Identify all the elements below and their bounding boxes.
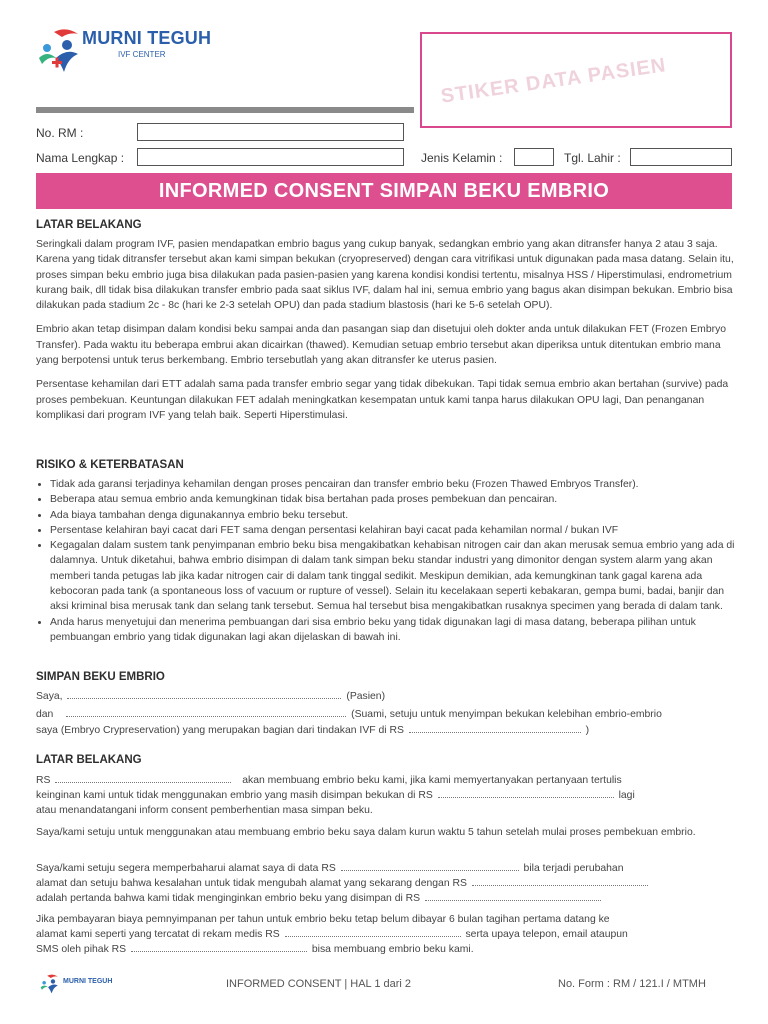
logo-name: MURNI TEGUH — [82, 28, 212, 48]
pasien-label: (Pasien) — [346, 691, 386, 702]
rs-label: RS — [36, 775, 51, 786]
section-heading-latar-2: LATAR BELAKANG — [36, 754, 142, 766]
jenis-kelamin-field[interactable] — [514, 148, 554, 166]
list-item: • Kegagalan dalam sustem tank penyimpanan embrio beku bisa mengakibatkan kehabisan nitrogen cair dan akan merusak semua embrio yang ada di dalamnya. Untuk diketahui, bahwa embrio disimpan di dalam tank simpan beku standar industri yang dimonitor dengan system alarm yang akan memberi tanda petugas lab jika kadar nitrogen cair di dalam tank tinggal sedikit. Meskipun demikian, ada kemungkinan tank gagal karena ada kebocoran pada tank (a spontaneous loss of vacuum or rupture of vessel). Selain itu kecelakaan seperti kebakaran, gempa bumi, badai, banjir dan aksi kriminal bisa merusak tank dan selang tank tersebut. Semua hal tersebut bisa mengakibatkan rusaknya specimen yang berada di dalam tank. — [50, 538, 740, 614]
jenis-kelamin-label: Jenis Kelamin : — [421, 151, 503, 165]
rs-name-blank[interactable] — [438, 788, 614, 798]
latar2-text: bila terjadi perubahan — [523, 863, 624, 874]
list-item: • Anda harus menyetujui dan menerima pembuangan dari sisa embrio beku yang tidak digunakan lagi di masa datang, beberapa pilihan untuk pembuangan embrio yang tidak digunakan lagi akan dijelaskan di bawah ini. — [50, 615, 740, 646]
list-item: • Beberapa atau semua embrio anda kemungkinan tidak bisa bertahan pada proses pembekuan dan pencairan. — [50, 492, 740, 507]
patient-name-blank[interactable] — [67, 689, 341, 699]
latar2-text: adalah pertanda bahwa kami tidak menginginkan embrio beku yang disimpan di RS — [36, 893, 421, 904]
latar-paragraph: Persentase kehamilan dari ETT adalah sama pada transfer embrio segar yang tidak dibekukan. Tapi tidak semua embrio akan bertahan (survive) pada proses pembekuan. Keuntungan dilakukan FET adalah meningkatkan kesempatan untuk kami tanpa harus dilakukan OPU lagi, Dan penanganan komplikasi dari program IVF yang telah baik. Seperti Hiperstimulasi. — [36, 379, 729, 421]
page-indicator: INFORMED CONSENT | HAL 1 dari 2 — [226, 978, 412, 990]
rs-name-blank[interactable] — [285, 927, 461, 937]
list-item: • Tidak ada garansi terjadinya kehamilan dengan proses pencairan dan transfer embrio beku (Frozen Thawed Embryos Transfer). — [50, 477, 740, 492]
latar2-text: Saya/kami setuju segera memperbaharui alamat saya di data RS — [36, 863, 336, 874]
logo-subtitle: IVF CENTER — [118, 50, 166, 59]
section-heading-latar: LATAR BELAKANG — [36, 219, 142, 231]
suami-label: (Suami, setuju untuk menyimpan bekukan kelebihan embrio-embrio — [351, 709, 662, 720]
latar2-text: serta upaya telepon, email ataupun — [465, 929, 628, 940]
risiko-list — [36, 477, 740, 645]
family-logo-icon — [36, 28, 80, 78]
rs-name-blank[interactable] — [131, 942, 307, 952]
section-heading-risiko: RISIKO & KETERBATASAN — [36, 459, 184, 471]
patient-sticker-box — [420, 32, 732, 128]
list-item: • Ada biaya tambahan denga digunakannya embrio beku tersebut. — [50, 508, 740, 523]
nama-lengkap-label: Nama Lengkap : — [36, 151, 125, 165]
latar2-text: SMS oleh pihak RS — [36, 944, 127, 955]
latar2-text: akan membuang embrio beku kami, jika kami memyertanyakan pertanyaan tertulis — [242, 775, 622, 786]
latar2-paragraph: Saya/kami setuju untuk menggunakan atau membuang embrio beku saya dalam kurun waktu 5 tahun setelah mulai proses pembekuan embrio. — [36, 827, 696, 838]
tgl-lahir-label: Tgl. Lahir : — [564, 151, 621, 165]
rs-name-blank[interactable] — [472, 876, 648, 886]
latar2-text: atau menandatangani inform consent pemberhentian masa simpan beku. — [36, 805, 373, 816]
list-item: • Persentase kelahiran bayi cacat dari FET sama dengan persentasi kelahiran bayi cacat pada kehamilan normal / bukan IVF — [50, 523, 740, 538]
latar2-text: Jika pembayaran biaya pemnyimpanan per tahun untuk embrio beku tetap belum dibayar 6 bulan tagihan pertama datang ke — [36, 914, 610, 925]
latar-paragraph: Seringkali dalam program IVF, pasien mendapatkan embrio bagus yang cukup banyak, sedangkan embrio yang akan ditransfer hanya 2 atau 3 saja. Karena yang tidak ditransfer tersebut akan kami simpan bekukan (cryopreserved) dengan cara vitrifikasi untuk digunakan pada masa datang. Selain itu, proses simpan beku embrio juga bisa dilakukan pada pasien-pasien yang karena kondisi kondisi tertentu, misalnya HSS / Hiperstimulasi, endrometrium kurang baik, dll tidak bisa dilakukan transfer embrio pada saat siklus IVF, dalam hal ini, semua embrio yang bagus akan disimpan bekukan. Embrio bisa dilakukan pada stadium 2c - 8c (hari ke 2-3 setelah OPU) dan pada stadium blastosis (hari ke 5-6 setelah OPU). — [36, 239, 734, 312]
document-title: INFORMED CONSENT SIMPAN BEKU EMBRIO — [36, 173, 732, 209]
latar-body — [36, 237, 736, 423]
saya-label: Saya, — [36, 691, 63, 702]
hospital-name-blank[interactable] — [409, 723, 581, 733]
no-rm-label: No. RM : — [36, 126, 84, 140]
header-divider — [36, 107, 414, 113]
latar2-text: bisa membuang embrio beku kami. — [311, 944, 474, 955]
latar2-text: keinginan kami untuk tidak menggunakan embrio yang masih disimpan bekukan di RS — [36, 790, 433, 801]
no-rm-field[interactable] — [137, 123, 404, 141]
footer-logo — [36, 974, 136, 996]
rs-name-blank[interactable] — [425, 891, 601, 901]
latar-paragraph: Embrio akan tetap disimpan dalam kondisi beku sampai anda dan pasangan siap dan disetujui oleh dokter anda untuk dilakukan FET (Frozen Embryo Transfer). Pada waktu itu beberapa embrui akan dicairkan (thawed). Kemudian setuap embrio tersebut akan diperiksa untuk ditentukan embrio mana yang berpotensi untuk terus berkembang. Embrio tersebutlah yang akan ditransfer ke uterus pasien. — [36, 324, 727, 367]
latar2-text: alamat dan setuju bahwa kesalahan untuk tidak mengubah alamat yang sekarang dengan RS — [36, 878, 467, 889]
sticker-watermark: STIKER DATA PASIEN — [439, 54, 668, 108]
latar2-text: lagi — [618, 790, 635, 801]
rs-name-blank[interactable] — [341, 861, 519, 871]
closing-paren: ) — [585, 725, 590, 736]
family-logo-icon — [36, 974, 62, 996]
nama-lengkap-field[interactable] — [137, 148, 404, 166]
tgl-lahir-field[interactable] — [630, 148, 732, 166]
clinic-logo — [36, 28, 246, 88]
husband-name-blank[interactable] — [66, 707, 346, 717]
form-number: No. Form : RM / 121.I / MTMH — [558, 978, 706, 990]
simpan-line3: saya (Embryo Crypreservation) yang merupakan bagian dari tindakan IVF di RS — [36, 725, 404, 736]
footer-logo-name: MURNI TEGUH — [63, 978, 113, 985]
section-heading-simpan: SIMPAN BEKU EMBRIO — [36, 671, 165, 683]
rs-name-blank[interactable] — [55, 773, 231, 783]
latar2-text: alamat kami seperti yang tercatat di rekam medis RS — [36, 929, 280, 940]
dan-label: dan — [36, 709, 54, 720]
